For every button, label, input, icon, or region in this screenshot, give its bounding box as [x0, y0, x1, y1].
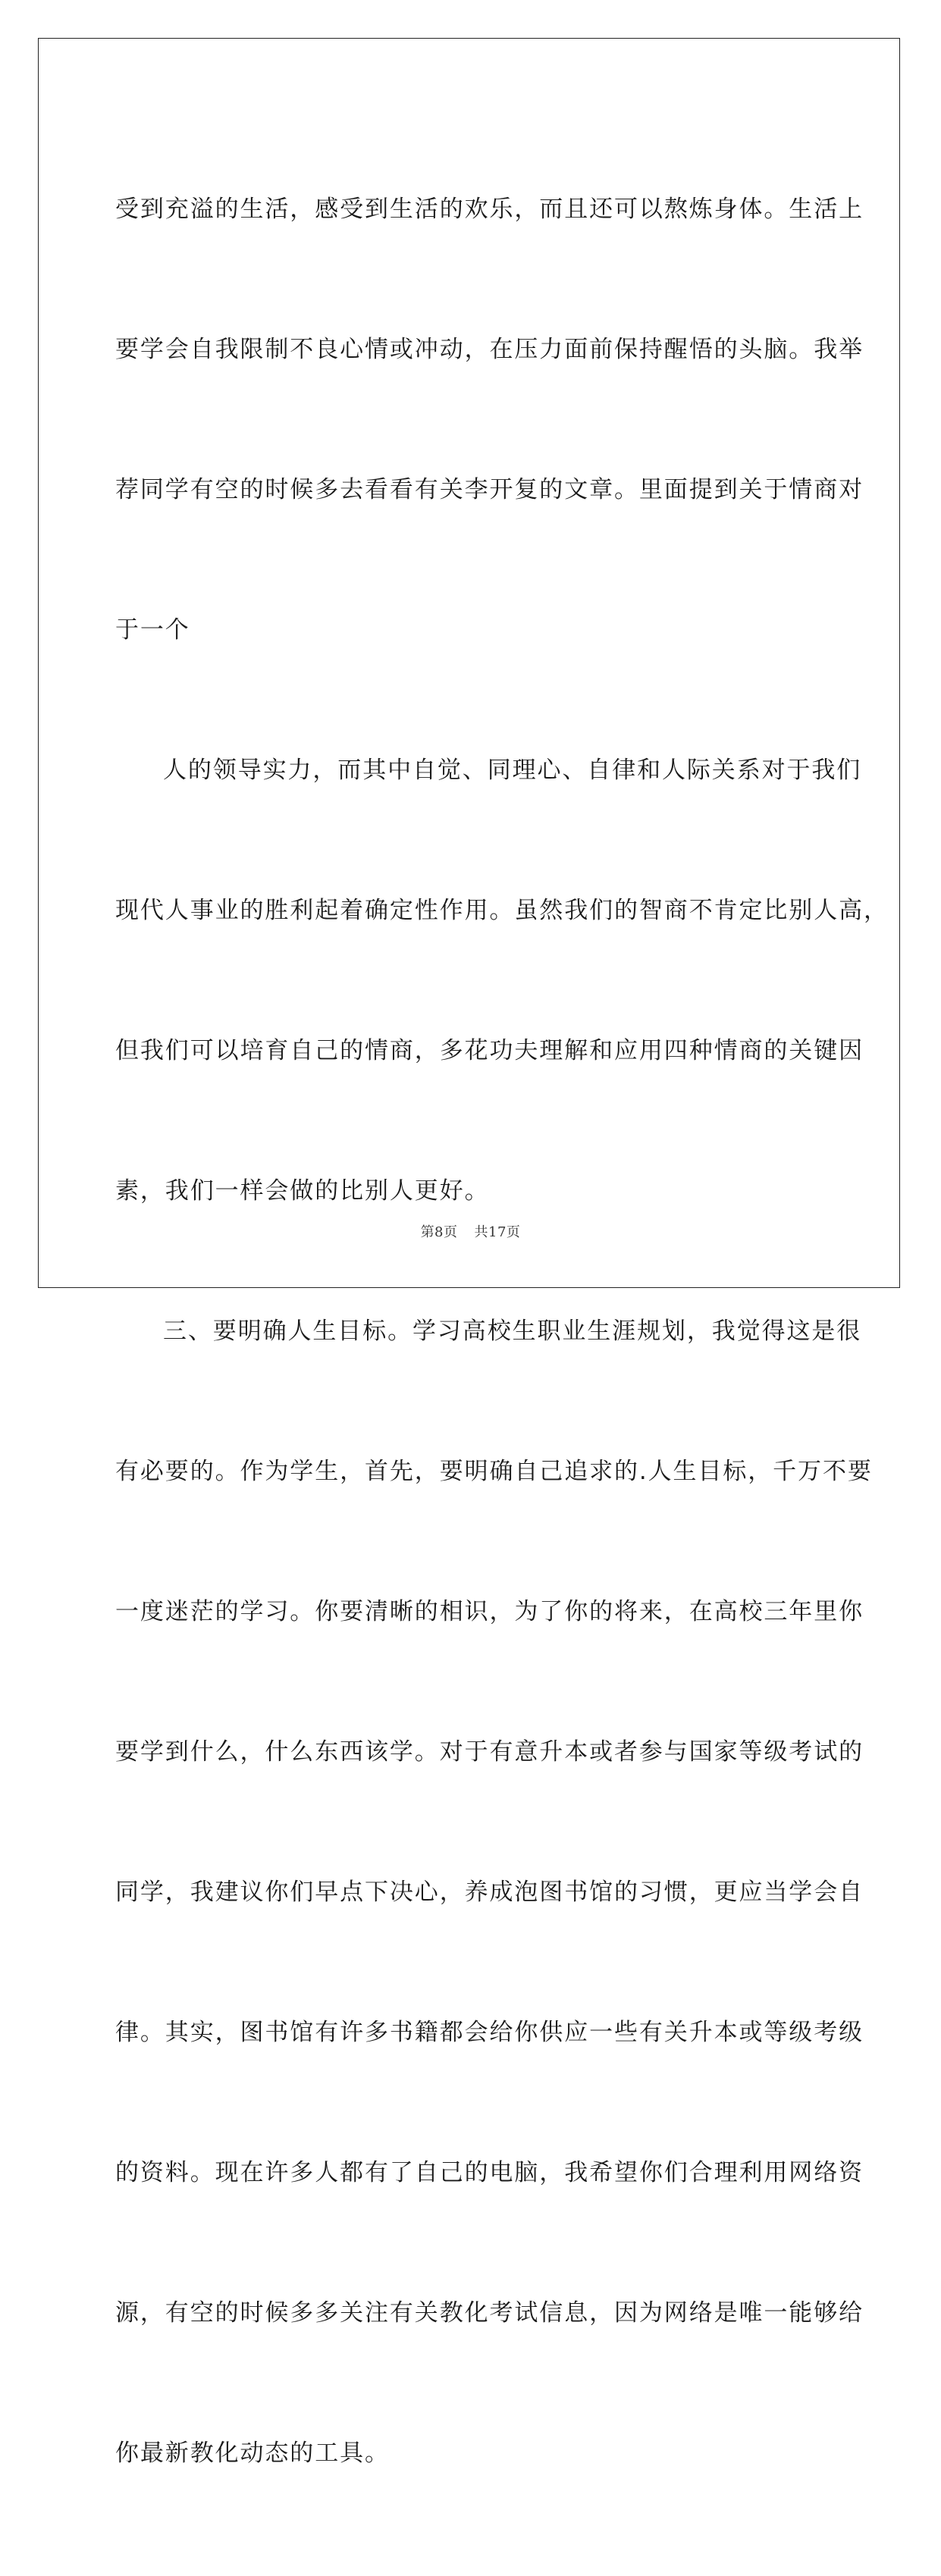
- text-line: 于一个: [115, 616, 190, 644]
- text-line: 受到充溢的生活，感受到生活的欢乐，而且还可以熬炼身体。生活上: [115, 196, 864, 223]
- text-line: 你最新教化动态的工具。: [115, 2440, 390, 2467]
- text-line: 同学，我建议你们早点下决心，养成泡图书馆的习惯，更应当学会自: [115, 1879, 864, 1906]
- text-line: 律。其实，图书馆有许多书籍都会给你供应一些有关升本或等级考级: [115, 2019, 864, 2046]
- text-line: 要学到什么，什么东西该学。对于有意升本或者参与国家等级考试的: [115, 1738, 864, 1766]
- text-line: 有必要的。作为学生，首先，要明确自己追求的.人生目标，千万不要: [115, 1458, 873, 1485]
- text-line: 三、要明确人生目标。学习高校生职业生涯规划，我觉得这是很: [163, 1318, 862, 1345]
- text-line: 一度迷茫的学习。你要清晰的相识，为了你的将来，在高校三年里你: [115, 1598, 864, 1625]
- text-line: 的资料。现在许多人都有了自己的电脑，我希望你们合理利用网络资: [115, 2159, 864, 2186]
- document-body: [115, 121, 889, 2576]
- page-footer: [0, 1221, 941, 1241]
- total-pages: 共17页: [474, 1224, 521, 1240]
- text-line: 人的领导实力，而其中自觉、同理心、自律和人际关系对于我们: [163, 757, 862, 784]
- text-line: 荐同学有空的时候多去看看有关李开复的文章。里面提到关于情商对: [115, 476, 864, 503]
- page-number: 第8页: [420, 1224, 458, 1240]
- text-line: 素，我们一样会做的比别人更好。: [115, 1177, 490, 1205]
- text-line: 要学会自我限制不良心情或冲动，在压力面前保持醒悟的头脑。我举: [115, 336, 864, 363]
- text-line: 现代人事业的胜利起着确定性作用。虽然我们的智商不肯定比别人高，: [115, 897, 889, 924]
- text-line: 源，有空的时候多多关注有关教化考试信息，因为网络是唯一能够给: [115, 2299, 864, 2327]
- body-paragraph: [115, 121, 889, 2576]
- text-line: 但我们可以培育自己的情商，多花功夫理解和应用四种情商的关键因: [115, 1037, 864, 1064]
